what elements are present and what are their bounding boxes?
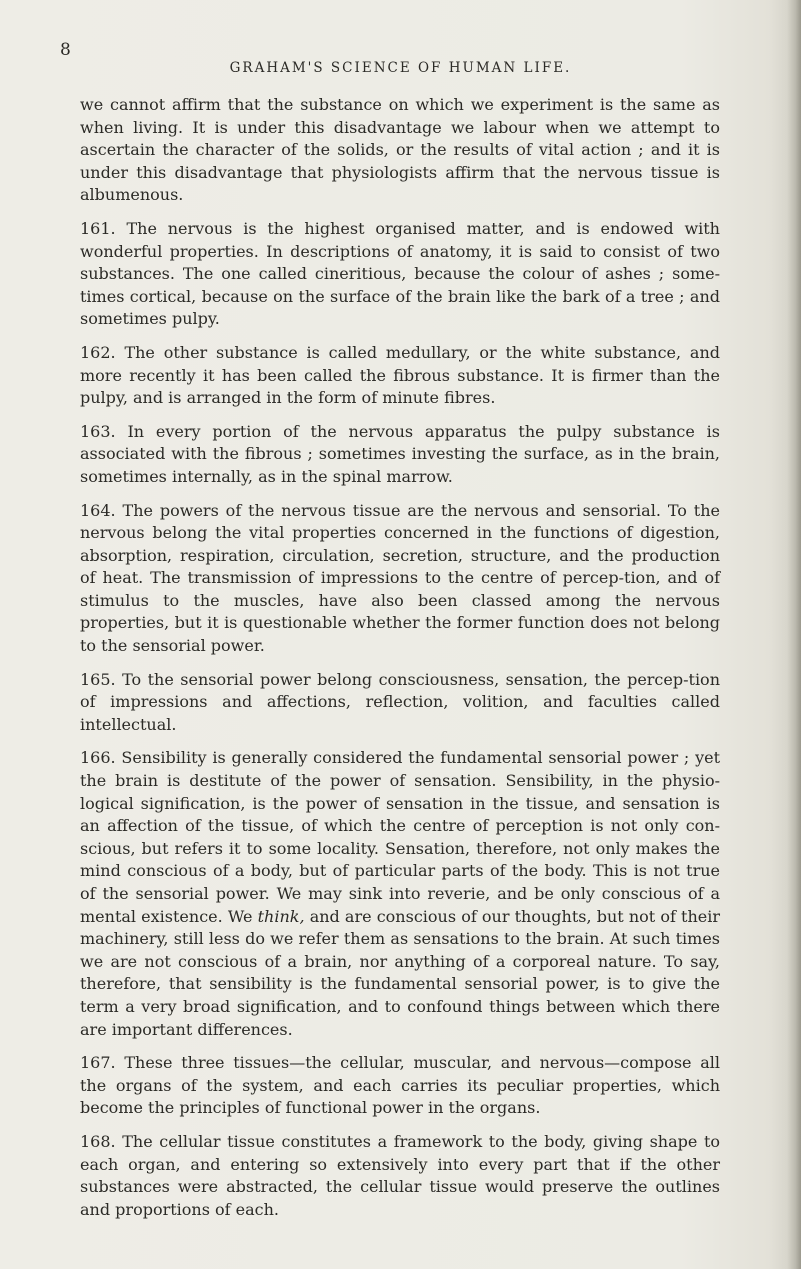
paragraph-number: 166. (80, 748, 116, 768)
paragraph-number: 165. (80, 669, 116, 689)
page-edge-shadow (787, 0, 801, 1269)
paragraph-number: 162. (80, 342, 116, 362)
emphasis-think: think, (257, 906, 305, 926)
paragraph-text: To the sensorial power belong consciousness, sensation, the percep-tion of impressions and affections, reflection, volition, and faculties called intellectual. (80, 669, 720, 734)
paragraph-168 (80, 1131, 720, 1221)
paragraph-text-after: and are conscious of our thoughts, but not of their machinery, still less do we refer them as sensations to the brain. At such times we are not conscious of a brain, nor anything of a corporeal nature. To say, therefore, that sensibility is the fundamental sensorial power, is to give the term a very broad signification, and to confound things between which there are important differences. (80, 906, 721, 1039)
paragraph-161 (80, 218, 720, 331)
paragraph-text: The nervous is the highest organised matter, and is endowed with wonderful properties. In descriptions of anatomy, it is said to consist of two substances. The one called cineritious, because the colour of ashes ; some-times cortical, because on the surface of the brain like the bark of a tree ; and sometimes pulpy. (80, 218, 720, 329)
paragraph-162 (80, 342, 720, 410)
page-number: 8 (60, 40, 71, 60)
paragraph-165 (80, 669, 720, 737)
paragraph-166 (80, 747, 720, 1041)
paragraph-text: The cellular tissue constitutes a framework to the body, giving shape to each organ, and entering so extensively into every part that if the other substances were abstracted, the cellular tissue would preserve the outlines and proportions of each. (80, 1131, 721, 1219)
paragraph-number: 161. (80, 218, 116, 238)
paragraph-text-before: Sensibility is generally considered the fundamental sensorial power ; yet the brain is destitute of the power of sensation. Sensibility, in the physio-logical signification, is the power of sensation in the tissue, and sensation is an affection of the tissue, of which the centre of perception is not only con-scious, but refers it to some locality. Sensation, therefore, not only makes the mind conscious of a body, but of particular parts of the body. This is not true of the sensorial power. We may sink into reverie, and be only conscious of a mental existence. We (80, 748, 721, 926)
paragraph-number: 168. (80, 1131, 116, 1151)
paragraph-number: 167. (80, 1053, 116, 1073)
paragraph-text: These three tissues—the cellular, muscular, and nervous—compose all the organs of the system, and each carries its peculiar properties, which become the principles of functional power in the organs. (80, 1053, 720, 1118)
paragraph-text: we cannot affirm that the substance on which we experiment is the same as when living. It is under this disadvantage we labour when we attempt to ascertain the character of the solids, or the results of vital action ; and it is under this disadvantage that physiologists affirm that the nervous tissue is albumenous. (80, 95, 720, 205)
paragraph-163 (80, 421, 720, 489)
paragraph-number: 163. (80, 421, 116, 441)
paragraph-167 (80, 1052, 720, 1120)
running-title: GRAHAM'S SCIENCE OF HUMAN LIFE. (229, 60, 572, 76)
paragraph-text: The other substance is called medullary, or the white substance, and more recently it has been called the fibrous substance. It is firmer than the pulpy, and is arranged in the form of minute fibres. (80, 342, 720, 408)
paragraph-number: 164. (80, 500, 116, 520)
paragraph-continued (80, 94, 720, 207)
body-text (80, 94, 720, 1232)
paragraph-text: In every portion of the nervous apparatus the pulpy substance is associated with the fibrous ; sometimes investing the surface, as in the brain, sometimes internally, as in the spinal marrow. (80, 421, 720, 486)
paragraph-text: The powers of the nervous tissue are the nervous and sensorial. To the nervous belong the vital properties concerned in the functions of digestion, absorption, respiration, circulation, secretion, structure, and the production of heat. The transmission of impressions to the centre of percep-tion, and of stimulus to the muscles, have also been classed among the nervous properties, but it is questionable whether the former function does not belong to the sensorial power. (80, 500, 720, 656)
paragraph-164 (80, 500, 720, 658)
